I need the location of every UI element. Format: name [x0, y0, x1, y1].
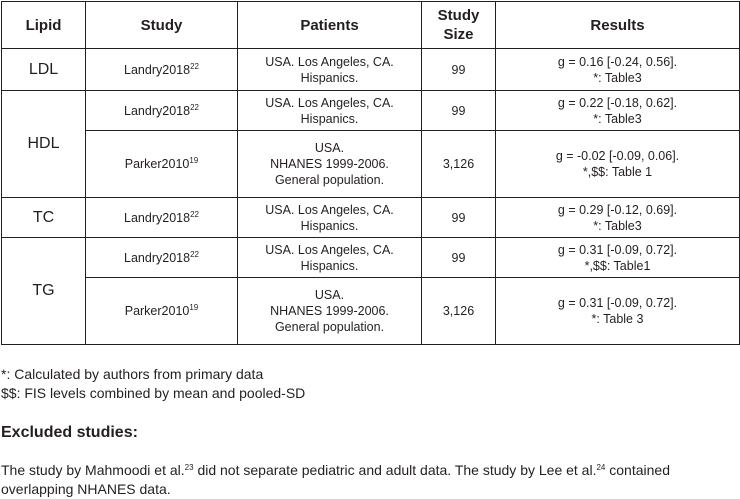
study-cell	[86, 131, 238, 198]
study-name: Landry2018	[124, 210, 191, 225]
patients-line: NHANES 1999-2006.	[270, 157, 389, 171]
patients-line: NHANES 1999-2006.	[270, 304, 389, 318]
excluded-studies-text	[1, 461, 739, 499]
results-cell	[496, 91, 740, 131]
results-line: *,$$: Table 1	[582, 165, 653, 179]
patients-cell	[238, 91, 422, 131]
study-cell	[86, 49, 238, 91]
footnote-asterisk: *: Calculated by authors from primary data	[1, 366, 264, 382]
study-cell	[86, 278, 238, 345]
patients-line: USA. Los Angeles, CA.	[265, 202, 394, 217]
results-cell	[496, 131, 740, 198]
lipid-cell: TG	[2, 238, 86, 345]
study-name: Landry2018	[124, 103, 191, 118]
size-cell: 99	[422, 49, 496, 91]
lipid-cell: LDL	[2, 49, 86, 91]
size-cell: 99	[422, 198, 496, 238]
patients-line: General population.	[274, 173, 385, 187]
header-row	[2, 2, 740, 49]
patients-cell	[238, 49, 422, 91]
study-name: Parker2010	[124, 157, 190, 171]
results-line: g = 0.31 [-0.09, 0.72].	[557, 296, 678, 310]
header-patients: Patients	[238, 2, 422, 49]
patients-line: USA. Los Angeles, CA.	[265, 95, 394, 110]
patients-line: Hispanics.	[300, 70, 359, 85]
patients-cell	[238, 198, 422, 238]
results-line: g = 0.16 [-0.24, 0.56].	[557, 54, 678, 69]
header-study-size	[422, 2, 496, 49]
table-row	[2, 198, 740, 238]
study-ref: 22	[190, 61, 199, 71]
results-line: g = 0.29 [-0.12, 0.69].	[557, 202, 678, 217]
results-line: *: Table3	[593, 218, 642, 233]
patients-line: USA. Los Angeles, CA.	[265, 54, 394, 69]
excluded-studies-heading: Excluded studies:	[1, 424, 138, 441]
size-cell: 3,126	[422, 278, 496, 345]
results-line: *,$$: Table1	[584, 258, 651, 273]
lipid-cell: HDL	[2, 91, 86, 198]
header-results: Results	[496, 2, 740, 49]
patients-line: USA.	[314, 288, 345, 302]
study-ref: 22	[190, 102, 199, 112]
results-line: g = -0.02 [-0.09, 0.06].	[555, 149, 680, 163]
study-ref: 22	[190, 209, 199, 219]
study-name: Parker2010	[124, 304, 190, 318]
header-study: Study	[86, 2, 238, 49]
table-row	[2, 238, 740, 278]
patients-line: Hispanics.	[300, 111, 359, 126]
lipid-cell: TC	[2, 198, 86, 238]
study-cell	[86, 238, 238, 278]
results-line: g = 0.31 [-0.09, 0.72].	[557, 242, 678, 257]
excluded-text-part: contained overlapping NHANES data.	[1, 462, 670, 497]
results-cell	[496, 49, 740, 91]
table-footnotes	[1, 365, 305, 403]
results-line: *: Table 3	[591, 312, 644, 326]
results-cell	[496, 198, 740, 238]
patients-line: Hispanics.	[300, 258, 359, 273]
header-size-line1: Study	[437, 7, 480, 24]
results-cell	[496, 238, 740, 278]
patients-line: Hispanics.	[300, 218, 359, 233]
patients-cell	[238, 278, 422, 345]
results-cell	[496, 278, 740, 345]
study-cell	[86, 91, 238, 131]
header-size-line2: Size	[443, 26, 474, 43]
excluded-ref: 24	[596, 463, 606, 472]
size-cell: 99	[422, 238, 496, 278]
table-row	[2, 91, 740, 131]
patients-cell	[238, 131, 422, 198]
results-line: g = 0.22 [-0.18, 0.62].	[557, 95, 678, 110]
excluded-ref: 23	[184, 463, 194, 472]
patients-line: USA.	[314, 141, 345, 155]
patients-cell	[238, 238, 422, 278]
size-cell: 3,126	[422, 131, 496, 198]
table-row	[2, 49, 740, 91]
study-ref: 22	[190, 249, 199, 259]
size-cell: 99	[422, 91, 496, 131]
study-ref: 19	[189, 303, 199, 312]
lipid-studies-table	[1, 1, 740, 345]
excluded-text-part: did not separate pediatric and adult data. The study by Lee et al.	[193, 462, 597, 478]
patients-line: USA. Los Angeles, CA.	[265, 242, 394, 257]
table-row	[2, 278, 740, 345]
patients-line: General population.	[274, 320, 385, 334]
results-line: *: Table3	[593, 111, 642, 126]
header-lipid: Lipid	[2, 2, 86, 49]
study-ref: 19	[189, 156, 199, 165]
excluded-text-part: The study by Mahmoodi et al.	[1, 462, 185, 478]
table-row	[2, 131, 740, 198]
study-cell	[86, 198, 238, 238]
results-line: *: Table3	[593, 70, 642, 85]
study-name: Landry2018	[124, 250, 191, 265]
study-name: Landry2018	[124, 62, 191, 77]
footnote-dollar: $$: FIS levels combined by mean and pooled-SD	[1, 385, 306, 401]
